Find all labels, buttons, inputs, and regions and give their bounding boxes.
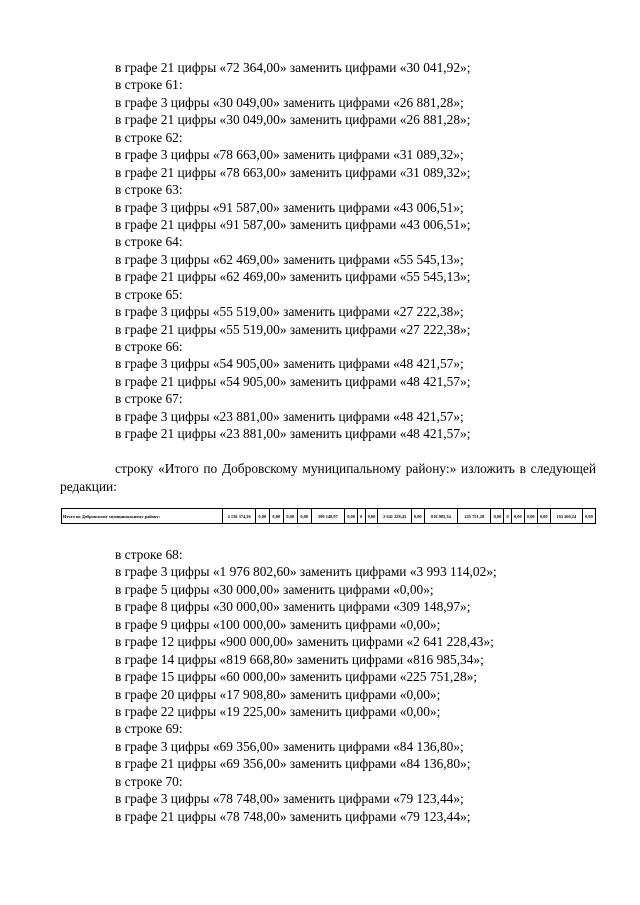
amendment-line: в графе 20 цифры «17 908,80» заменить цифрами «0,00»;	[115, 686, 441, 702]
total-row-cell: 225 751,28	[458, 509, 491, 524]
amendment-line: в графе 5 цифры «30 000,00» заменить цифрами «0,00»;	[115, 581, 434, 597]
total-row-cell: 0,00	[411, 509, 424, 524]
amendment-line: в графе 14 цифры «819 668,80» заменить цифрами «816 985,34»;	[115, 651, 484, 667]
total-row-cell: 0,00	[255, 509, 269, 524]
amendment-line: в строке 69:	[115, 721, 183, 737]
amendment-line: в графе 3 цифры «30 049,00» заменить цифрами «26 881,28»;	[115, 94, 464, 110]
amendment-line: в графе 22 цифры «19 225,00» заменить цифрами «0,00»;	[115, 703, 441, 719]
amendment-line: в строке 64:	[115, 234, 183, 250]
amendment-line: в графе 21 цифры «78 663,00» заменить цифрами «31 089,32»;	[115, 164, 471, 180]
amendment-line: в графе 21 цифры «55 519,00» заменить цифрами «27 222,38»;	[115, 321, 471, 337]
total-row-cell: 0	[504, 509, 512, 524]
amendment-line: в строке 66:	[115, 339, 183, 354]
total-row-cell: 2 641 228,43	[378, 509, 411, 524]
total-row-cell: 309 148,97	[311, 509, 344, 524]
amendment-line: в графе 3 цифры «91 587,00» заменить цифрами «43 006,51»;	[115, 199, 464, 215]
amendment-line: в графе 21 цифры «69 356,00» заменить цифрами «84 136,80»;	[115, 756, 471, 772]
amendment-line: в графе 3 цифры «78 748,00» заменить цифрами «79 123,44»;	[115, 791, 464, 807]
amendment-line: в графе 3 цифры «54 905,00» заменить цифрами «48 421,57»;	[115, 356, 464, 372]
total-row-cell: 0,00	[491, 509, 504, 524]
total-row-cell: 816 985,34	[424, 509, 457, 524]
amendment-line: в графе 21 цифры «23 881,00» заменить цифрами «48 421,57»;	[115, 426, 471, 442]
total-row-cell: 0,00	[269, 509, 283, 524]
total-row-cell: 0,00	[524, 509, 537, 524]
amendment-line: в строке 65:	[115, 286, 183, 302]
total-row-table	[61, 508, 596, 524]
amendment-line: в графе 3 цифры «78 663,00» заменить цифрами «31 089,32»;	[115, 147, 464, 163]
total-row-table-wrap	[61, 508, 596, 524]
total-row-cell: 0,00	[365, 509, 378, 524]
total-row	[62, 509, 596, 524]
amendment-line: в графе 3 цифры «23 881,00» заменить цифрами «48 421,57»;	[115, 408, 464, 424]
amendment-line: в строке 63:	[115, 182, 183, 198]
total-row-cell: 0,00	[345, 509, 358, 524]
total-row-cell: 4 156 374,26	[223, 509, 255, 524]
amendment-line: в графе 3 цифры «55 519,00» заменить цифрами «27 222,38»;	[115, 304, 464, 320]
amendment-line: в графе 8 цифры «30 000,00» заменить цифрами «309 148,97»;	[115, 599, 471, 615]
amendment-line: в графе 3 цифры «62 469,00» заменить цифрами «55 545,13»;	[115, 251, 464, 267]
total-row-cell: 163 260,24	[550, 509, 582, 524]
amendments-list-bottom	[115, 546, 595, 825]
amendments-list-top	[115, 59, 595, 443]
total-row-cell: 0,00	[511, 509, 524, 524]
amendment-line: в графе 3 цифры «1 976 802,60» заменить цифрами «3 993 114,02»;	[115, 564, 497, 580]
amendment-line: в графе 21 цифры «91 587,00» заменить цифрами «43 006,51»;	[115, 216, 471, 232]
amendment-line: в графе 21 цифры «72 364,00» заменить цифрами «30 041,92»;	[115, 60, 471, 75]
amendment-line: в графе 21 цифры «54 905,00» заменить цифрами «48 421,57»;	[115, 373, 471, 389]
amendment-line: в графе 15 цифры «60 000,00» заменить цифрами «225 751,28»;	[115, 669, 478, 685]
total-row-cell: 0,00	[297, 509, 311, 524]
amendment-line: в строке 70:	[115, 773, 183, 789]
amendment-line: в графе 21 цифры «62 469,00» заменить цифрами «55 545,13»;	[115, 269, 471, 285]
amendment-line: в строке 68:	[115, 547, 183, 562]
amendment-line: в графе 21 цифры «78 748,00» заменить цифрами «79 123,44»;	[115, 808, 471, 824]
amendment-line: в графе 12 цифры «900 000,00» заменить цифрами «2 641 228,43»;	[115, 634, 494, 650]
total-row-cell: 0	[358, 509, 366, 524]
total-row-instruction: строку «Итого по Добровскому муниципальному району:» изложить в следующей редакции:	[60, 461, 596, 494]
total-row-cell: 0,00	[582, 509, 595, 524]
total-row-label: Итого по Добровскому муниципальному району:	[62, 509, 223, 524]
total-row-cell: 0,00	[537, 509, 550, 524]
amendment-line: в графе 21 цифры «30 049,00» заменить цифрами «26 881,28»;	[115, 112, 471, 128]
amendment-line: в строке 62:	[115, 129, 183, 145]
amendment-line: в строке 67:	[115, 391, 183, 407]
total-row-cell: 0,00	[283, 509, 297, 524]
amendment-line: в строке 61:	[115, 77, 183, 93]
amendment-line: в графе 9 цифры «100 000,00» заменить цифрами «0,00»;	[115, 616, 441, 632]
amendment-line: в графе 3 цифры «69 356,00» заменить цифрами «84 136,80»;	[115, 738, 464, 754]
